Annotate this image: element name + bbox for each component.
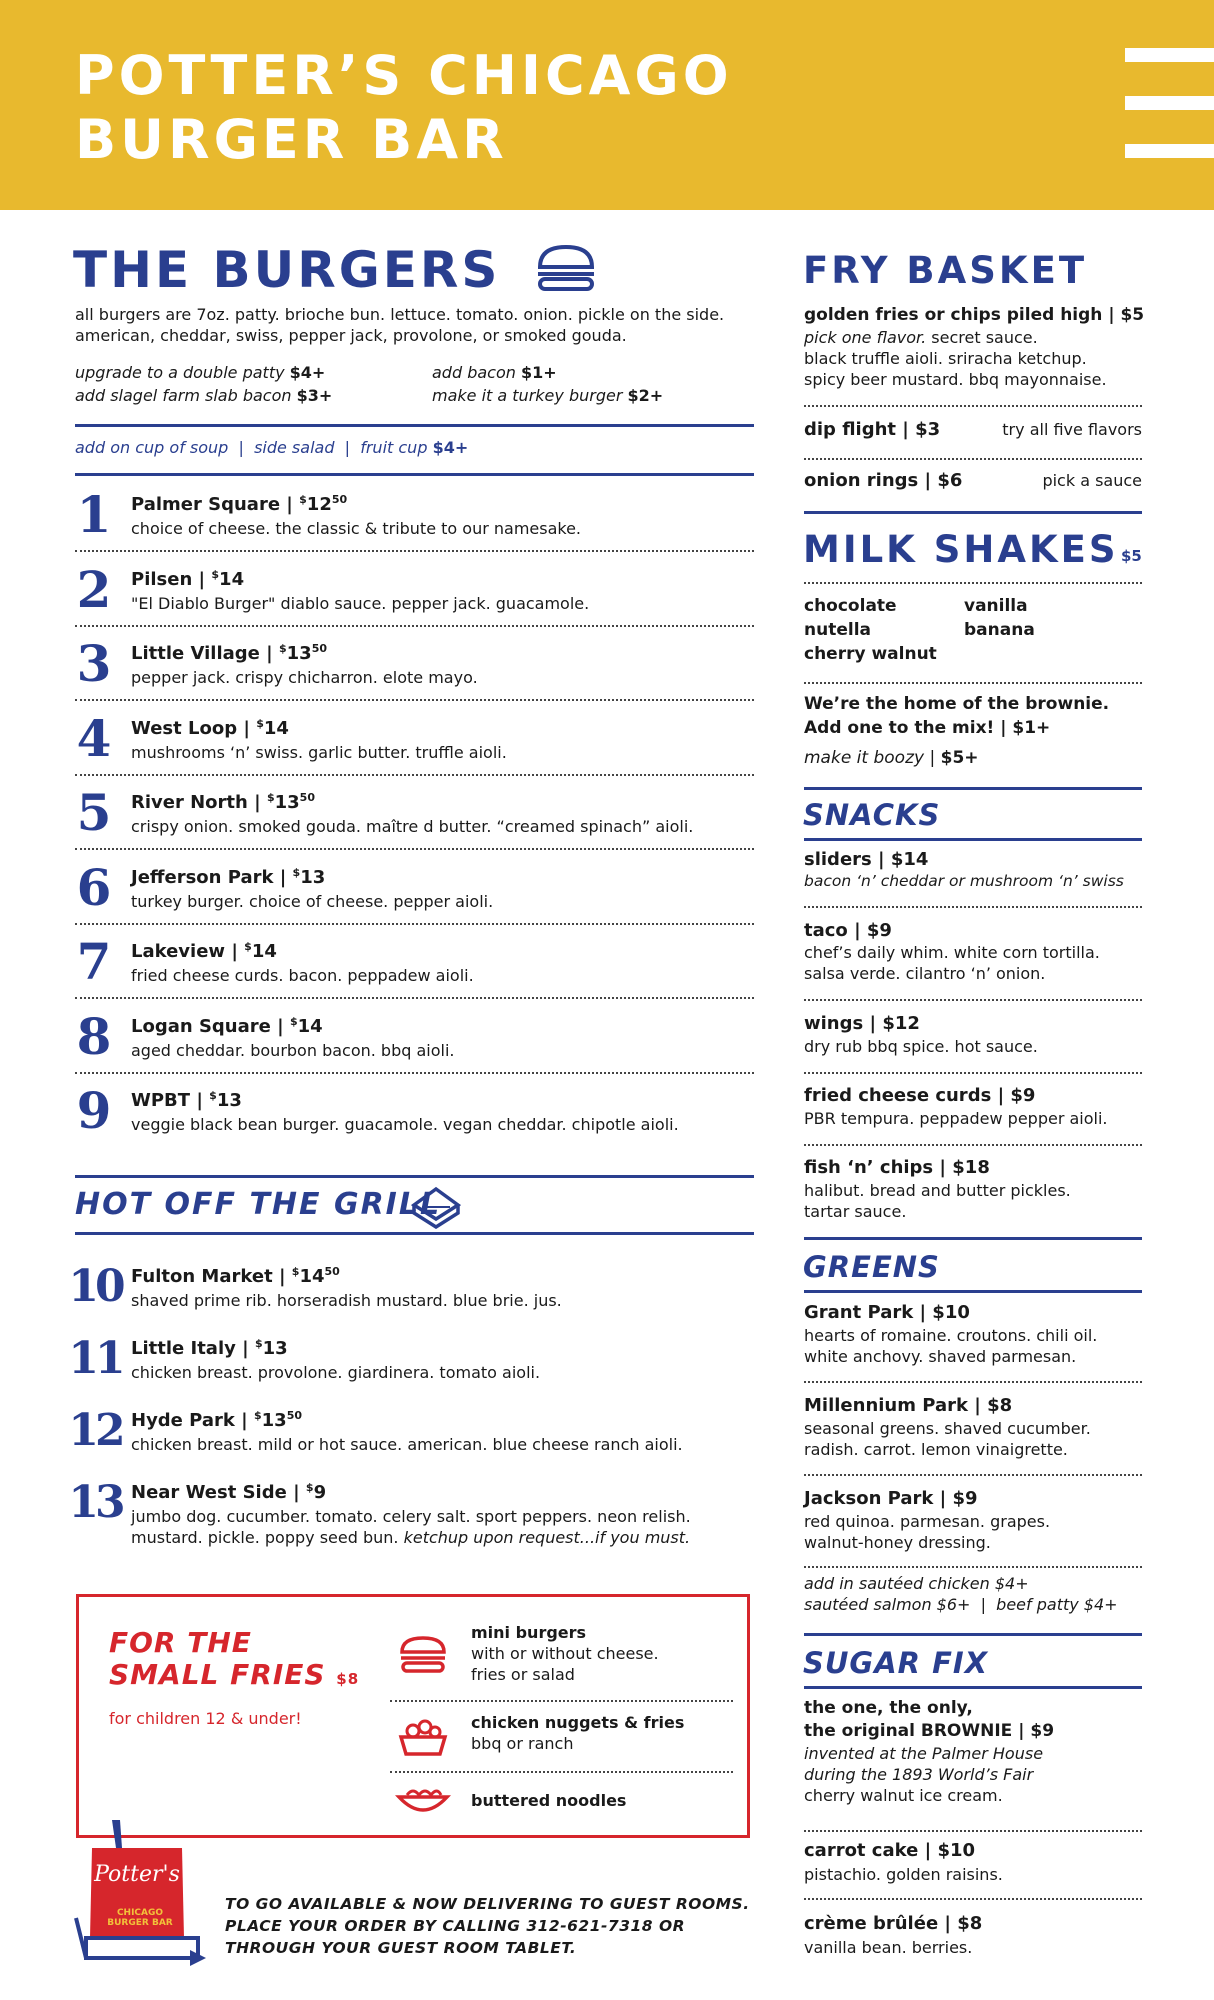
sugar-carrot-cake: carrot cake | $10 <box>804 1840 976 1861</box>
greens-jackson-park: Jackson Park | $9 <box>804 1488 978 1509</box>
divider <box>390 1700 733 1702</box>
item-price-cents: 50 <box>286 1409 303 1422</box>
kids-title: FOR THE SMALL FRIES $8 <box>109 1626 360 1691</box>
upgrade-turkey: make it a turkey burger $2+ <box>432 386 664 405</box>
delivery-note: TO GO AVAILABLE & NOW DELIVERING TO GUEST ROOMS. PLACE YOUR ORDER BY CALLING 312-621-7318 OR THROUGH YOUR GUEST ROOM TABLET. <box>225 1895 750 1957</box>
greens-addons: add in sautéed chicken $4+ sautéed salmon $6+ | beef patty $4+ <box>804 1574 1118 1614</box>
divider <box>804 1566 1142 1568</box>
divider <box>804 1633 1142 1636</box>
item-description: turkey burger. choice of cheese. pepper aioli. <box>131 891 494 911</box>
item-price: 13 <box>261 1410 287 1431</box>
item-price: 14 <box>299 1266 325 1287</box>
shakes-price: $5 <box>1121 547 1142 565</box>
upgrade-double: upgrade to a double patty $4+ <box>75 363 326 382</box>
divider <box>804 1686 1142 1689</box>
item-price-cents: 50 <box>311 642 327 655</box>
greens-title: GREENS <box>803 1250 940 1284</box>
item-name-text: WPBT <box>131 1090 191 1111</box>
shake-flavors-right: vanilla banana <box>964 596 1035 640</box>
item-description: crispy onion. smoked gouda. maître d butter. “creamed spinach” aioli. <box>131 817 694 836</box>
divider <box>804 906 1142 908</box>
snack-wings-desc: dry rub bbq spice. hot sauce. <box>804 1037 1038 1056</box>
item-name: WPBT | $13 <box>131 1089 242 1111</box>
kids-price: $8 <box>336 1670 360 1688</box>
divider <box>75 1175 754 1178</box>
divider <box>804 838 1142 841</box>
item-price: 9 <box>313 1482 327 1503</box>
item-description: chicken breast. mild or hot sauce. american. blue cheese ranch aioli. <box>131 1435 683 1454</box>
item-number: 2 <box>76 559 112 619</box>
kids-item-noodles: buttered noodles <box>471 1791 627 1810</box>
shake-flavors-left: chocolate nutella cherry walnut <box>804 596 937 664</box>
sugar-brownie-desc: invented at the Palmer House during the 1893 World’s Fair cherry walnut ice cream. <box>804 1744 1044 1805</box>
logo-sub: CHICAGO BURGER BAR <box>107 1908 173 1928</box>
item-name-text: Fulton Market <box>131 1266 273 1287</box>
greens-jackson-park-desc: red quinoa. parmesan. grapes. walnut-honey dressing. <box>804 1512 1051 1552</box>
divider <box>804 511 1142 514</box>
greens-grant-park-desc: hearts of romaine. croutons. chili oil. white anchovy. shaved parmesan. <box>804 1326 1098 1366</box>
item-name: Little Village | $^{\$}13^{50}$ <box>131 642 327 664</box>
item-price: 12 <box>306 494 332 515</box>
snack-taco: taco | $9 <box>804 920 892 941</box>
onion-rings: onion rings | $6 <box>804 470 963 491</box>
item-name: River North | $^{\$}13^{50}$ <box>131 791 315 813</box>
logo-script: Potter's <box>94 1862 180 1887</box>
greens-grant-park: Grant Park | $10 <box>804 1302 970 1323</box>
item-description: aged cheddar. bourbon bacon. bbq aioli. <box>131 1040 455 1060</box>
dip-note: try all five flavors <box>1002 420 1142 439</box>
sugar-carrot-cake-desc: pistachio. golden raisins. <box>804 1865 1003 1884</box>
divider <box>75 473 754 476</box>
divider <box>804 1381 1142 1383</box>
item-price: 14 <box>297 1015 323 1037</box>
divider <box>804 1830 1142 1832</box>
item-name-text: Little Italy <box>131 1338 236 1359</box>
sugar-brownie: the one, the only, the original BROWNIE | $9 <box>804 1698 1055 1741</box>
item-name: Jefferson Park | $13 <box>131 865 326 888</box>
item-price-cents: 50 <box>324 1265 340 1278</box>
item-number: 4 <box>76 708 112 768</box>
divider <box>75 550 754 552</box>
divider <box>804 682 1142 684</box>
item-price: 13 <box>300 866 326 888</box>
item-number: 1 <box>76 485 112 544</box>
sugar-title: SUGAR FIX <box>803 1646 989 1680</box>
header-banner <box>0 0 1214 210</box>
item-description: pepper jack. crispy chicharron. elote mayo. <box>131 668 478 687</box>
item-price: 13 <box>274 792 300 813</box>
snack-taco-desc: chef’s daily whim. white corn tortilla. salsa verde. cilantro ‘n’ onion. <box>804 943 1100 983</box>
item-name: Hyde Park | $^{\$}13^{50}$ <box>131 1409 303 1431</box>
kids-item-nuggets: chicken nuggets & fries bbq or ranch <box>471 1713 685 1753</box>
item-price: 14 <box>263 717 289 739</box>
mini-burger-icon <box>398 1635 448 1675</box>
shakes-title: MILK SHAKES <box>803 528 1119 571</box>
snack-cheese-curds: fried cheese curds | $9 <box>804 1085 1036 1106</box>
item-number: 13 <box>68 1477 122 1528</box>
restaurant-title <box>75 44 733 172</box>
item-name: Pilsen | $14 <box>131 567 245 590</box>
divider <box>75 923 754 925</box>
item-name: Near West Side | $9 <box>131 1481 327 1503</box>
item-price: 14 <box>219 568 245 590</box>
grill-title: HOT OFF THE GRILL <box>75 1187 442 1222</box>
noodles-icon <box>395 1783 451 1819</box>
snack-fish-chips: fish ‘n’ chips | $18 <box>804 1157 990 1178</box>
upgrade-slab-bacon: add slagel farm slab bacon $3+ <box>75 386 333 405</box>
item-price: 13 <box>216 1090 242 1111</box>
divider <box>75 699 754 701</box>
divider <box>75 1232 754 1235</box>
item-description: jumbo dog. cucumber. tomato. celery salt. sport peppers. neon relish. mustard. pickle. poppy seed bun. ketchup upon request...if you must. <box>131 1507 691 1547</box>
item-description: "El Diablo Burger" diablo sauce. pepper jack. guacamole. <box>131 593 590 613</box>
burgers-intro-line: all burgers are 7oz. patty. brioche bun. lettuce. tomato. onion. pickle on the side. <box>75 305 725 324</box>
rings-note: pick a sauce <box>1042 471 1142 490</box>
burgers-intro <box>75 304 724 346</box>
item-price: 13 <box>262 1338 288 1359</box>
divider <box>75 1072 754 1074</box>
item-price: 14 <box>251 941 277 962</box>
item-description: choice of cheese. the classic & tribute to our namesake. <box>131 519 582 538</box>
item-name: Fulton Market | $^{\$}14^{50}$ <box>131 1265 340 1287</box>
item-description: veggie black bean burger. guacamole. vegan cheddar. chipotle aioli. <box>131 1115 679 1134</box>
addon-line: add on cup of soup | side salad | fruit cup $4+ <box>75 438 469 457</box>
item-number: 5 <box>76 783 112 842</box>
divider <box>804 1898 1142 1900</box>
item-price-cents: 50 <box>331 493 348 506</box>
divider <box>804 1144 1142 1146</box>
kids-item-mini-burgers: mini burgers with or without cheese. fries or salad <box>471 1623 659 1684</box>
snack-wings: wings | $12 <box>804 1013 920 1034</box>
divider <box>804 999 1142 1001</box>
fry-basket-main: golden fries or chips piled high | $5 <box>804 305 1145 325</box>
title-line-2: BURGER BAR <box>75 108 508 171</box>
fry-basket-title: FRY BASKET <box>803 249 1088 292</box>
item-name: Palmer Square | $^{\$}12^{50}$ <box>131 493 348 515</box>
divider <box>75 424 754 427</box>
item-name-text: Near West Side <box>131 1482 287 1503</box>
dip-flight: dip flight | $3 <box>804 419 941 440</box>
item-name-text: Hyde Park <box>131 1410 235 1431</box>
item-number: 9 <box>76 1081 112 1140</box>
item-description: fried cheese curds. bacon. peppadew aioli. <box>131 966 474 985</box>
item-name-text: Palmer Square <box>131 494 281 515</box>
divider <box>75 997 754 999</box>
divider <box>75 625 754 627</box>
item-number: 10 <box>68 1261 122 1312</box>
item-name-text: Pilsen <box>131 568 193 590</box>
item-number: 6 <box>76 857 112 917</box>
item-name-text: Logan Square <box>131 1015 271 1037</box>
burgers-intro-line: american, cheddar, swiss, pepper jack, provolone, or smoked gouda. <box>75 326 627 345</box>
fry-basket-flavors: pick one flavor. secret sauce. black truffle aioli. sriracha ketchup. spicy beer mustard. bbq mayonnaise. <box>804 328 1107 389</box>
title-line-1: POTTER’S CHICAGO <box>75 44 733 107</box>
item-number: 8 <box>76 1006 112 1066</box>
item-number: 3 <box>76 634 112 693</box>
divider <box>804 1474 1142 1476</box>
item-number: 7 <box>76 932 112 991</box>
divider <box>75 774 754 776</box>
item-price: 13 <box>286 643 312 664</box>
item-name-text: Lakeview <box>131 941 226 962</box>
divider <box>75 848 754 850</box>
item-name: Logan Square | $14 <box>131 1014 323 1037</box>
divider <box>804 1072 1142 1074</box>
snack-cheese-curds-desc: PBR tempura. peppadew pepper aioli. <box>804 1109 1108 1128</box>
item-description: shaved prime rib. horseradish mustard. blue brie. jus. <box>131 1291 562 1310</box>
brownie-addon: We’re the home of the brownie. Add one to the mix! | $1+ <box>804 694 1110 738</box>
snack-sliders: sliders | $14 <box>804 849 929 870</box>
item-name-text: West Loop <box>131 717 238 739</box>
snack-sliders-desc: bacon ‘n’ cheddar or mushroom ‘n’ swiss <box>804 872 1124 890</box>
item-name: Little Italy | $13 <box>131 1337 288 1359</box>
divider <box>804 582 1142 584</box>
boozy-addon: make it boozy | $5+ <box>804 748 979 768</box>
item-name-text: Jefferson Park <box>131 866 274 888</box>
snacks-title: SNACKS <box>803 798 941 832</box>
upgrade-bacon: add bacon $1+ <box>432 363 557 382</box>
divider <box>804 458 1142 460</box>
sugar-creme-brulee: crème brûlée | $8 <box>804 1913 983 1934</box>
divider <box>804 1290 1142 1293</box>
sugar-creme-brulee-desc: vanilla bean. berries. <box>804 1938 973 1957</box>
upgrade-options-right <box>432 361 663 407</box>
divider <box>804 787 1142 790</box>
sandwich-icon <box>410 1185 462 1229</box>
item-number: 11 <box>68 1333 122 1384</box>
kids-subtitle: for children 12 & under! <box>109 1709 302 1728</box>
burger-icon <box>534 243 598 295</box>
burgers-title: THE BURGERS <box>73 241 501 299</box>
item-number: 12 <box>68 1405 122 1456</box>
snack-fish-chips-desc: halibut. bread and butter pickles. tartar sauce. <box>804 1181 1071 1221</box>
item-name: West Loop | $14 <box>131 716 289 739</box>
logo-togo: TO GO <box>140 1943 169 1952</box>
item-description: mushrooms ‘n’ swiss. garlic butter. truffle aioli. <box>131 742 507 762</box>
divider <box>390 1771 733 1773</box>
greens-millennium-park: Millennium Park | $8 <box>804 1395 1013 1416</box>
upgrade-options-left <box>75 361 332 407</box>
item-description: chicken breast. provolone. giardinera. tomato aioli. <box>131 1363 541 1382</box>
item-name: Lakeview | $14 <box>131 940 277 962</box>
greens-millennium-park-desc: seasonal greens. shaved cucumber. radish. carrot. lemon vinaigrette. <box>804 1419 1091 1459</box>
divider <box>804 1237 1142 1240</box>
item-name-text: Little Village <box>131 643 260 664</box>
item-name-text: River North <box>131 792 248 813</box>
item-price-cents: 50 <box>299 791 315 804</box>
nuggets-icon <box>398 1717 448 1757</box>
divider <box>804 405 1142 407</box>
